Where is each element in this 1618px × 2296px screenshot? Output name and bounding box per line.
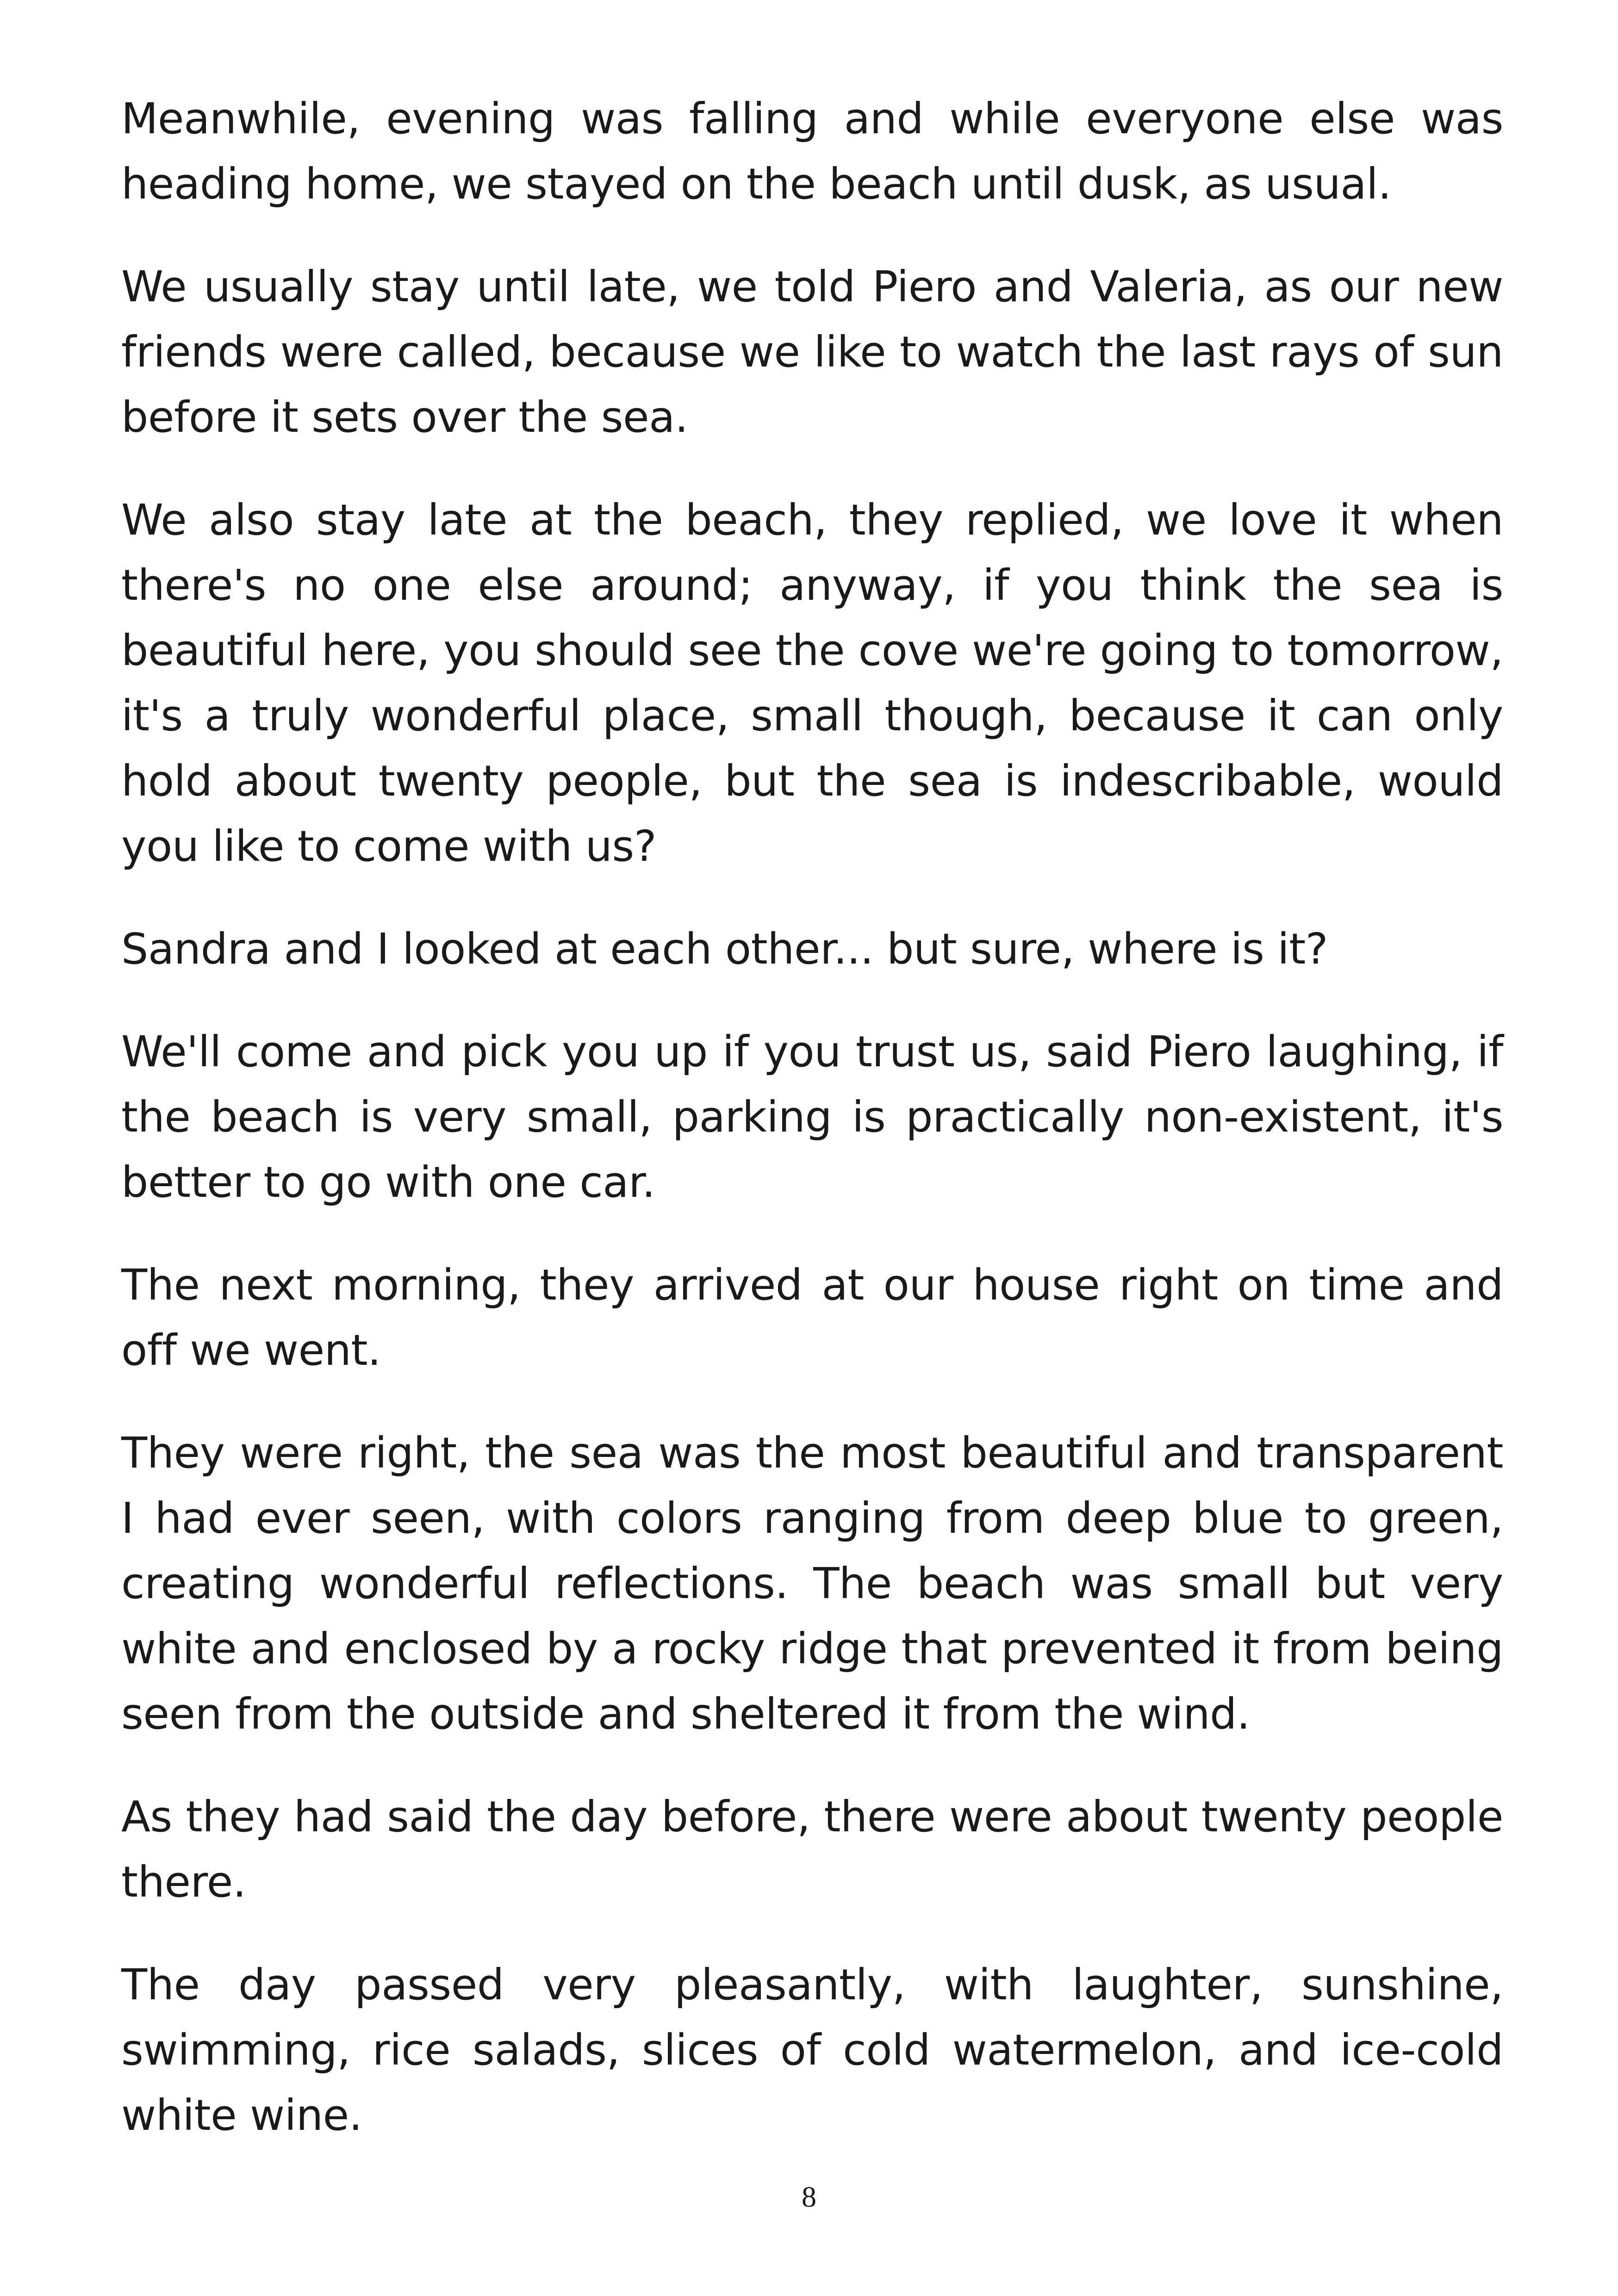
paragraph: We usually stay until late, we told Piero and Valeria, as our new friends were called, because we like to watch the last rays of sun before it sets over the sea.	[121, 262, 1503, 442]
paragraph: The day passed very pleasantly, with laughter, sunshine, swimming, rice salads, slices of cold watermelon, and ice-cold white wine.	[121, 1960, 1503, 2140]
paragraph: They were right, the sea was the most beautiful and transparent I had ever seen, with colors ranging from deep blue to green, creating wonderful reflections. The beach was small but very white and enclosed by a rocky ridge that prevented it from being seen from the outside and sheltered it from the wind.	[121, 1428, 1503, 1739]
paragraph: We also stay late at the beach, they replied, we love it when there's no one else around; anyway, if you think the sea is beautiful here, you should see the cove we're going to tomorrow, it's a truly wonderful place, small though, because it can only hold about twenty people, but the sea is indescribable, would you like to come with us?	[121, 495, 1503, 871]
body-text	[121, 86, 1503, 2185]
paragraph: As they had said the day before, there were about twenty people there.	[121, 1792, 1503, 1907]
paragraph: Sandra and I looked at each other... but sure, where is it?	[121, 924, 1328, 974]
paragraph: The next morning, they arrived at our house right on time and off we went.	[121, 1260, 1503, 1375]
page-number: 8	[802, 2180, 816, 2213]
paragraph: We'll come and pick you up if you trust us, said Piero laughing, if the beach is very small, parking is practically non-existent, it's better to go with one car.	[121, 1027, 1503, 1207]
paragraph: Meanwhile, evening was falling and while everyone else was heading home, we stayed on the beach until dusk, as usual.	[121, 94, 1503, 209]
